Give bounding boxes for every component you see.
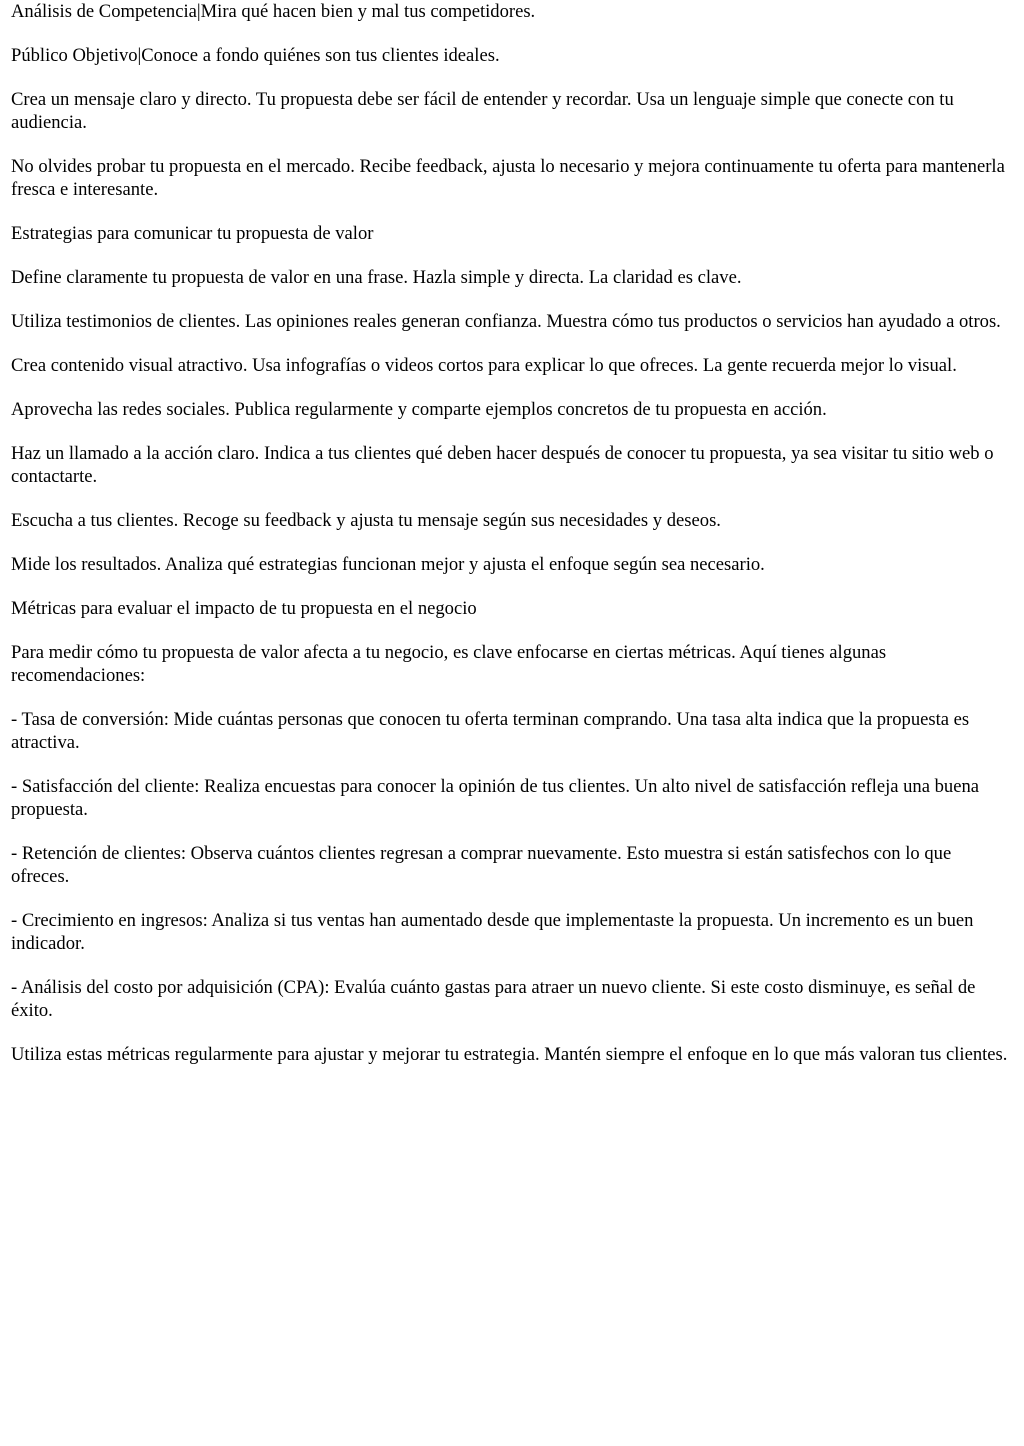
paragraph-medir-impacto: Para medir cómo tu propuesta de valor afecta a tu negocio, es clave enfocarse en ciertas métricas. Aquí tienes algunas recomendaciones: [11, 642, 887, 686]
paragraph-publico-objetivo: Público Objetivo|Conoce a fondo quiénes son tus clientes ideales. [11, 45, 500, 66]
list-item-cpa: - Análisis del costo por adquisición (CPA): Evalúa cuánto gastas para atraer un nuevo cliente. Si este costo disminuye, es señal de éxito. [11, 977, 976, 1021]
paragraph-define-propuesta: Define claramente tu propuesta de valor en una frase. Hazla simple y directa. La claridad es clave. [11, 267, 742, 288]
paragraph-mide-resultados: Mide los resultados. Analiza qué estrategias funcionan mejor y ajusta el enfoque según sea necesario. [11, 554, 765, 575]
paragraph-escucha-clientes: Escucha a tus clientes. Recoge su feedback y ajusta tu mensaje según sus necesidades y deseos. [11, 510, 721, 531]
paragraph-probar-propuesta: No olvides probar tu propuesta en el mercado. Recibe feedback, ajusta lo necesario y mejora continuamente tu oferta para mantenerla fresca e interesante. [11, 156, 1005, 200]
paragraph-testimonios: Utiliza testimonios de clientes. Las opiniones reales generan confianza. Muestra cómo tus productos o servicios han ayudado a otros. [11, 311, 1001, 332]
heading-estrategias: Estrategias para comunicar tu propuesta de valor [11, 223, 374, 244]
list-item-crecimiento-ingresos: - Crecimiento en ingresos: Analiza si tus ventas han aumentado desde que implementaste la propuesta. Un incremento es un buen indicador. [11, 910, 974, 954]
paragraph-competencia: Análisis de Competencia|Mira qué hacen bien y mal tus competidores. [11, 1, 536, 22]
heading-metricas: Métricas para evaluar el impacto de tu propuesta en el negocio [11, 598, 477, 619]
list-item-retencion: - Retención de clientes: Observa cuántos clientes regresan a comprar nuevamente. Esto muestra si están satisfechos con lo que ofreces. [11, 843, 952, 887]
list-item-satisfaccion: - Satisfacción del cliente: Realiza encuestas para conocer la opinión de tus clientes. Un alto nivel de satisfacción refleja una buena propuesta. [11, 776, 980, 820]
paragraph-conclusion: Utiliza estas métricas regularmente para ajustar y mejorar tu estrategia. Mantén siempre el enfoque en lo que más valoran tus clientes. [11, 1044, 1008, 1065]
paragraph-redes-sociales: Aprovecha las redes sociales. Publica regularmente y comparte ejemplos concretos de tu propuesta en acción. [11, 399, 827, 420]
paragraph-llamado-accion: Haz un llamado a la acción claro. Indica a tus clientes qué deben hacer después de conocer tu propuesta, ya sea visitar tu sitio web o contactarte. [11, 443, 994, 487]
paragraph-contenido-visual: Crea contenido visual atractivo. Usa infografías o videos cortos para explicar lo que ofreces. La gente recuerda mejor lo visual. [11, 355, 957, 376]
list-item-tasa-conversion: - Tasa de conversión: Mide cuántas personas que conocen tu oferta terminan comprando. Una tasa alta indica que la propuesta es atractiva. [11, 709, 970, 753]
paragraph-mensaje-claro: Crea un mensaje claro y directo. Tu propuesta debe ser fácil de entender y recordar. Usa un lenguaje simple que conecte con tu audiencia. [11, 89, 954, 133]
document-body [11, 0, 1014, 1066]
